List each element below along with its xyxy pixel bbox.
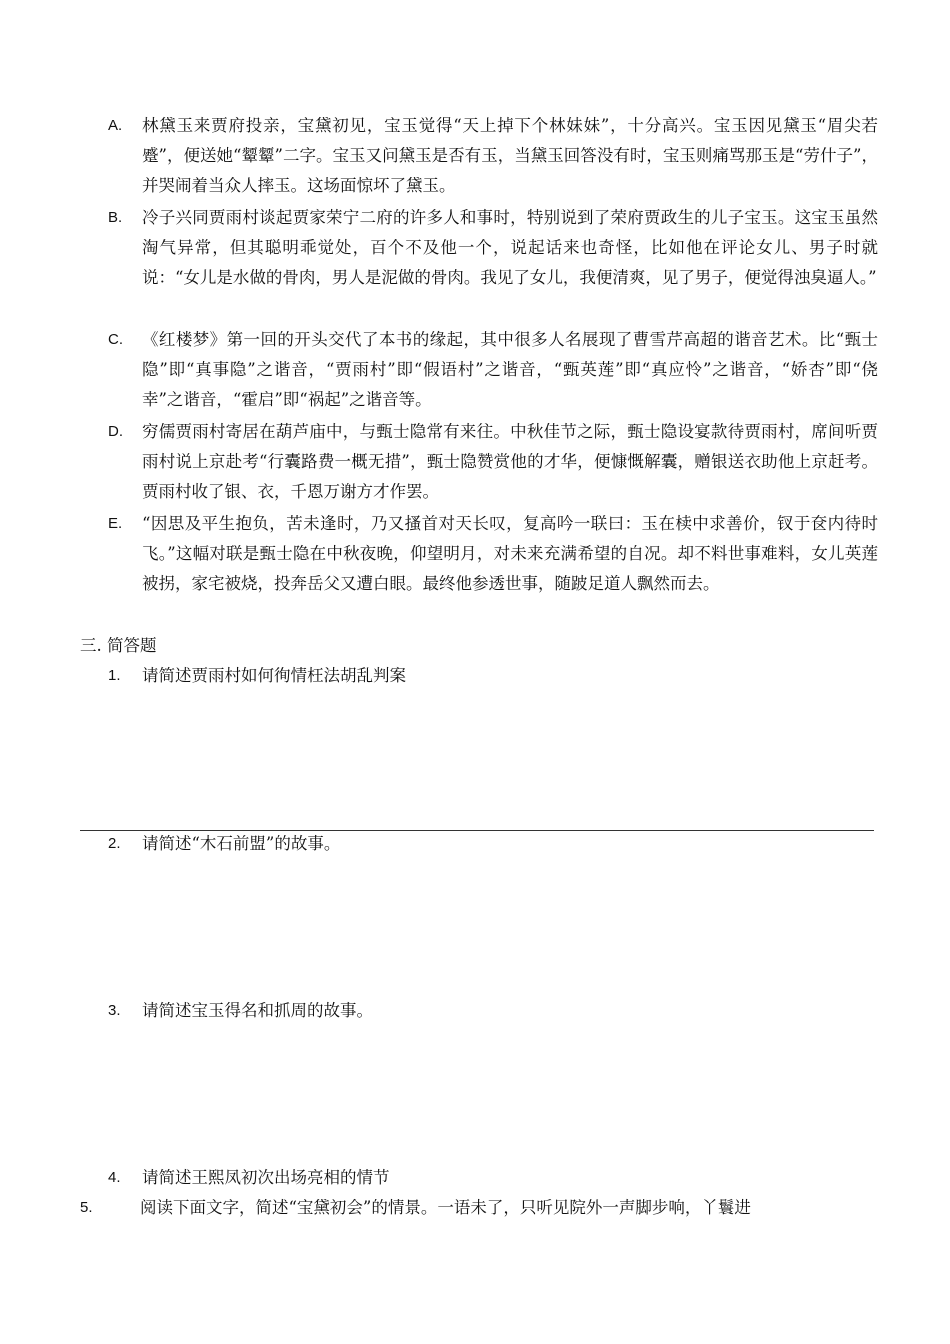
option-letter: E.: [108, 515, 123, 532]
question-text: 请简述贾雨村如何徇情枉法胡乱判案: [142, 666, 406, 685]
option-text: 穷儒贾雨村寄居在葫芦庙中，与甄士隐常有来往。中秋佳节之际，甄士隐设宴款待贾雨村，席间听贾雨村说上京赴考“行囊路费一概无措”，甄士隐赞赏他的才华，便慷慨解囊，赠银送衣助他上京赶考。贾雨村收了银、衣，千恩万谢方才作罢。: [142, 422, 878, 501]
question-number: 1.: [108, 667, 121, 684]
option-letter: A.: [108, 117, 123, 134]
option-text: 林黛玉来贾府投亲，宝黛初见，宝玉觉得“天上掉下个林妹妹”，十分高兴。宝玉因见黛玉“眉尖若蹙”，便送她“颦颦”二字。宝玉又问黛玉是否有玉，当黛玉回答没有时，宝玉则痛骂那玉是“劳什子”，并哭闹着当众人摔玉。这场面惊坏了黛玉。: [142, 116, 878, 195]
question-number: 4.: [108, 1169, 121, 1186]
section-title: 三. 简答题: [80, 636, 157, 655]
option-letter: B.: [108, 209, 123, 226]
question-text: 请简述“木石前盟”的故事。: [142, 834, 341, 853]
question-number: 5.: [80, 1199, 93, 1216]
question-number: 2.: [108, 835, 121, 852]
option-text: “因思及平生抱负，苦未逢时，乃又搔首对天长叹，复高吟一联曰：玉在椟中求善价，钗于奁内待时飞。”这幅对联是甄士隐在中秋夜晚，仰望明月，对未来充满希望的自况。却不料世事难料，女儿英莲被拐，家宅被烧，投奔岳父又遭白眼。最终他参透世事，随跛足道人飘然而去。: [142, 514, 878, 593]
option-letter: C.: [108, 331, 123, 348]
question-number: 3.: [108, 1002, 121, 1019]
question-text: 请简述王熙凤初次出场亮相的情节: [142, 1168, 390, 1187]
question-text: 请简述宝玉得名和抓周的故事。: [142, 1001, 373, 1020]
question-text: 阅读下面文字，简述“宝黛初会”的情景。一语未了，只听见院外一声脚步响，丫鬟进: [140, 1198, 751, 1217]
option-text: 《红楼梦》第一回的开头交代了本书的缘起，其中很多人名展现了曹雪芹高超的谐音艺术。比“甄士隐”即“真事隐”之谐音，“贾雨村”即“假语村”之谐音，“甄英莲”即“真应怜”之谐音，“娇杏”即“侥幸”之谐音，“霍启”即“祸起”之谐音等。: [142, 330, 878, 409]
option-letter: D.: [108, 423, 123, 440]
option-text: 冷子兴同贾雨村谈起贾家荣宁二府的许多人和事时，特别说到了荣府贾政生的儿子宝玉。这宝玉虽然淘气异常，但其聪明乖觉处，百个不及他一个，说起话来也奇怪，比如他在评论女儿、男子时就说：“女儿是水做的骨肉，男人是泥做的骨肉。我见了女儿，我便清爽，见了男子，便觉得浊臭逼人。”: [142, 208, 878, 287]
